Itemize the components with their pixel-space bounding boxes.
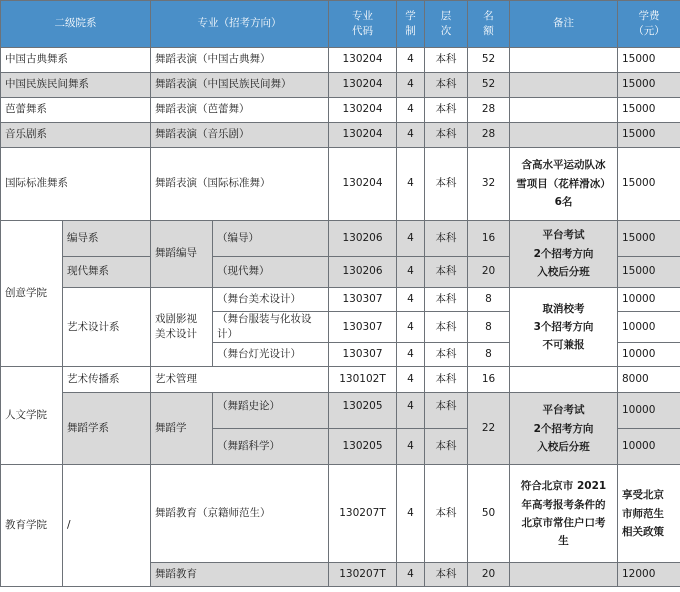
major-cell: 舞蹈表演（中国古典舞）: [151, 48, 329, 73]
notes-cell: [510, 73, 618, 98]
fee-cell: 15000: [618, 48, 680, 73]
code-cell: 130204: [329, 73, 397, 98]
years-cell: 4: [397, 367, 425, 393]
dept-cell: 编导系: [63, 221, 151, 257]
years-cell: 4: [397, 257, 425, 288]
code-cell: 130307: [329, 312, 397, 343]
fee-cell: 10000: [618, 312, 680, 343]
notes-cell: 平台考试 2个招考方向 入校后分班: [510, 221, 618, 288]
college-cell: 中国古典舞系: [1, 48, 151, 73]
level-cell: 本科: [425, 367, 468, 393]
header-row: [1, 1, 680, 48]
major-cell: 舞蹈表演（国际标准舞）: [151, 148, 329, 221]
header-quota: 名 额: [468, 1, 510, 48]
code-cell: 130204: [329, 123, 397, 148]
level-cell: 本科: [425, 257, 468, 288]
header-major: 专业（招考方向）: [151, 1, 329, 48]
major-cell: （编导）: [213, 221, 329, 257]
major-cell: 舞蹈教育（京籍师范生）: [151, 465, 329, 563]
major-cell: 舞蹈教育: [151, 563, 329, 587]
code-cell: 130207T: [329, 465, 397, 563]
fee-cell: 15000: [618, 257, 680, 288]
level-cell: 本科: [425, 123, 468, 148]
quota-cell: 20: [468, 257, 510, 288]
dept-cell: /: [63, 465, 151, 587]
years-cell: 4: [397, 148, 425, 221]
major-cell: 舞蹈表演（音乐剧）: [151, 123, 329, 148]
level-cell: 本科: [425, 98, 468, 123]
major-cell: （现代舞）: [213, 257, 329, 288]
notes-cell: 取消校考 3个招考方向 不可兼报: [510, 288, 618, 367]
code-cell: 130204: [329, 48, 397, 73]
dept-cell: 舞蹈学系: [63, 393, 151, 465]
notes-cell: 含高水平运动队冰 雪项目（花样滑冰） 6名: [510, 148, 618, 221]
code-cell: 130204: [329, 148, 397, 221]
table-row: [1, 465, 680, 563]
level-cell: 本科: [425, 465, 468, 563]
code-cell: 130207T: [329, 563, 397, 587]
quota-cell: 50: [468, 465, 510, 563]
years-cell: 4: [397, 563, 425, 587]
years-cell: 4: [397, 312, 425, 343]
major-group-cell: 舞蹈学: [151, 393, 213, 465]
fee-cell: 15000: [618, 123, 680, 148]
code-cell: 130205: [329, 429, 397, 465]
code-cell: 130205: [329, 393, 397, 429]
table-row: [1, 221, 680, 257]
header-fee: 学费 （元）: [618, 1, 680, 48]
years-cell: 4: [397, 465, 425, 563]
level-cell: 本科: [425, 563, 468, 587]
years-cell: 4: [397, 393, 425, 429]
quota-cell: 32: [468, 148, 510, 221]
major-cell: （舞台服装与化妆设计）: [213, 312, 329, 343]
school-cell: 创意学院: [1, 221, 63, 367]
years-cell: 4: [397, 98, 425, 123]
code-cell: 130102T: [329, 367, 397, 393]
quota-cell: 16: [468, 221, 510, 257]
level-cell: 本科: [425, 429, 468, 465]
college-cell: 音乐剧系: [1, 123, 151, 148]
level-cell: 本科: [425, 393, 468, 429]
major-group-cell: 舞蹈编导: [151, 221, 213, 288]
major-group-cell: 戏剧影视 美术设计: [151, 288, 213, 367]
level-cell: 本科: [425, 221, 468, 257]
header-years: 学 制: [397, 1, 425, 48]
major-cell: 舞蹈表演（中国民族民间舞）: [151, 73, 329, 98]
code-cell: 130206: [329, 221, 397, 257]
years-cell: 4: [397, 221, 425, 257]
major-cell: 艺术管理: [151, 367, 329, 393]
college-cell: 芭蕾舞系: [1, 98, 151, 123]
dept-cell: 现代舞系: [63, 257, 151, 288]
school-cell: 教育学院: [1, 465, 63, 587]
table-row: [1, 367, 680, 393]
notes-cell: [510, 367, 618, 393]
quota-cell: 8: [468, 288, 510, 312]
header-notes: 备注: [510, 1, 618, 48]
header-code: 专业 代码: [329, 1, 397, 48]
dept-cell: 艺术设计系: [63, 288, 151, 367]
fee-cell: 10000: [618, 288, 680, 312]
level-cell: 本科: [425, 288, 468, 312]
fee-cell: 15000: [618, 148, 680, 221]
table-row: [1, 48, 680, 73]
fee-cell: 12000: [618, 563, 680, 587]
code-cell: 130204: [329, 98, 397, 123]
quota-cell: 28: [468, 98, 510, 123]
fee-cell: 15000: [618, 221, 680, 257]
code-cell: 130206: [329, 257, 397, 288]
quota-cell: 52: [468, 48, 510, 73]
code-cell: 130307: [329, 343, 397, 367]
fee-cell: 10000: [618, 429, 680, 465]
fee-cell: 15000: [618, 98, 680, 123]
dept-cell: 艺术传播系: [63, 367, 151, 393]
quota-cell: 16: [468, 367, 510, 393]
quota-cell: 8: [468, 312, 510, 343]
notes-cell: [510, 98, 618, 123]
fee-cell: 享受北京 市师范生 相关政策: [618, 465, 680, 563]
table-row: [1, 73, 680, 98]
fee-cell: 10000: [618, 393, 680, 429]
level-cell: 本科: [425, 312, 468, 343]
years-cell: 4: [397, 73, 425, 98]
table-row: [1, 98, 680, 123]
notes-cell: 符合北京市 2021 年高考报考条件的 北京市常住户口考 生: [510, 465, 618, 563]
quota-cell: 8: [468, 343, 510, 367]
fee-cell: 10000: [618, 343, 680, 367]
major-cell: （舞蹈史论）: [213, 393, 329, 429]
table-row: [1, 148, 680, 221]
college-cell: 国际标准舞系: [1, 148, 151, 221]
quota-cell: 52: [468, 73, 510, 98]
quota-cell: 20: [468, 563, 510, 587]
fee-cell: 15000: [618, 73, 680, 98]
years-cell: 4: [397, 288, 425, 312]
quota-cell: 22: [468, 393, 510, 465]
table-row: [1, 288, 680, 312]
table-row: [1, 393, 680, 429]
quota-cell: 28: [468, 123, 510, 148]
fee-cell: 8000: [618, 367, 680, 393]
table-row: [1, 123, 680, 148]
header-college: 二级院系: [1, 1, 151, 48]
level-cell: 本科: [425, 148, 468, 221]
major-cell: （舞台美术设计）: [213, 288, 329, 312]
notes-cell: [510, 563, 618, 587]
level-cell: 本科: [425, 48, 468, 73]
years-cell: 4: [397, 48, 425, 73]
notes-cell: 平台考试 2个招考方向 入校后分班: [510, 393, 618, 465]
major-cell: （舞蹈科学）: [213, 429, 329, 465]
notes-cell: [510, 123, 618, 148]
years-cell: 4: [397, 429, 425, 465]
years-cell: 4: [397, 343, 425, 367]
level-cell: 本科: [425, 73, 468, 98]
notes-cell: [510, 48, 618, 73]
code-cell: 130307: [329, 288, 397, 312]
level-cell: 本科: [425, 343, 468, 367]
major-cell: 舞蹈表演（芭蕾舞）: [151, 98, 329, 123]
years-cell: 4: [397, 123, 425, 148]
major-cell: （舞台灯光设计）: [213, 343, 329, 367]
college-cell: 中国民族民间舞系: [1, 73, 151, 98]
school-cell: 人文学院: [1, 367, 63, 465]
header-level: 层 次: [425, 1, 468, 48]
